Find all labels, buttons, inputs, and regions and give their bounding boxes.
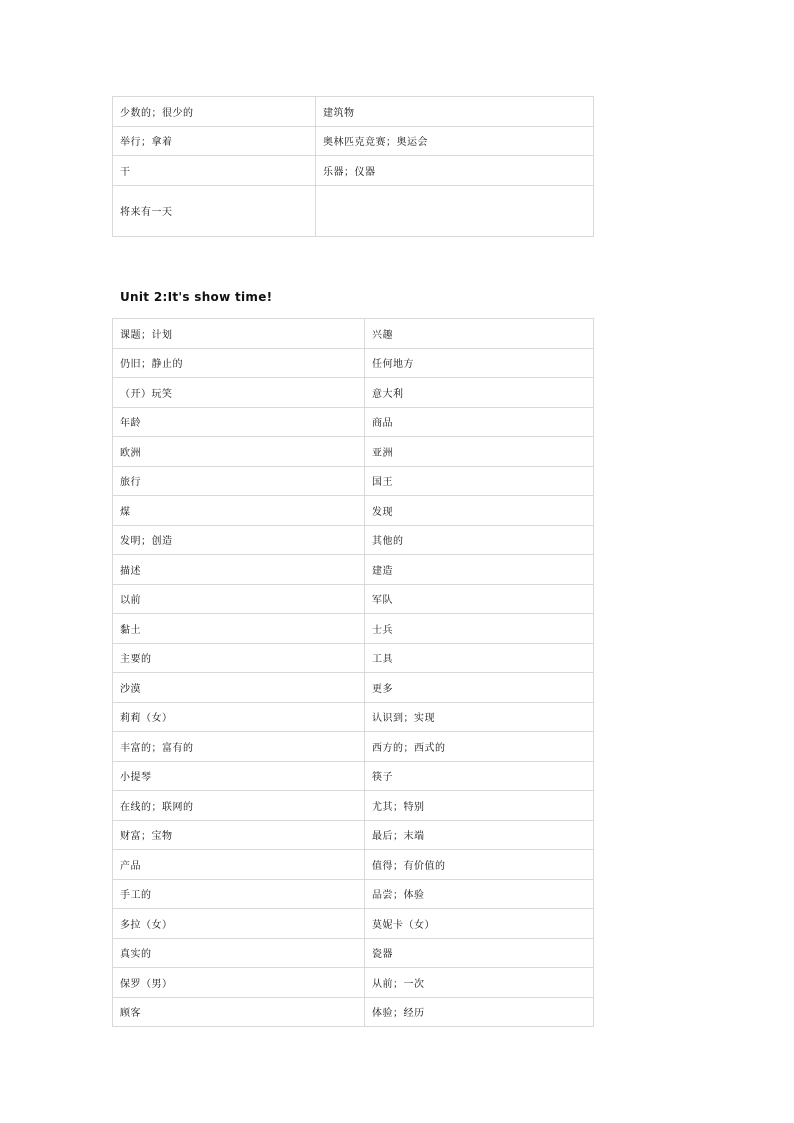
table-cell: 发现 <box>365 496 594 526</box>
table-cell: 更多 <box>365 673 594 703</box>
table-cell: 真实的 <box>113 938 365 968</box>
table-cell: 课题；计划 <box>113 319 365 349</box>
table-cell: 建筑物 <box>316 97 594 127</box>
table-row <box>113 732 594 762</box>
table-cell: 其他的 <box>365 525 594 555</box>
table-row <box>113 437 594 467</box>
table-cell: 品尝；体验 <box>365 879 594 909</box>
table-row <box>113 97 594 127</box>
table-row <box>113 555 594 585</box>
table-row <box>113 496 594 526</box>
table-cell: 发明；创造 <box>113 525 365 555</box>
table-cell: 工具 <box>365 643 594 673</box>
table-cell: 建造 <box>365 555 594 585</box>
table-row <box>113 156 594 186</box>
table-cell: 财富；宝物 <box>113 820 365 850</box>
table-cell: 体验；经历 <box>365 997 594 1027</box>
table-cell: 在线的；联网的 <box>113 791 365 821</box>
vocabulary-table-unit-1 <box>112 96 594 237</box>
table-cell: 黏土 <box>113 614 365 644</box>
table-cell: 奥林匹克竞赛；奥运会 <box>316 126 594 156</box>
table-cell: 主要的 <box>113 643 365 673</box>
table-cell: 认识到；实现 <box>365 702 594 732</box>
table-row <box>113 761 594 791</box>
table-cell: 年龄 <box>113 407 365 437</box>
table-row <box>113 319 594 349</box>
table-row <box>113 879 594 909</box>
table-cell: 描述 <box>113 555 365 585</box>
table-cell: 兴趣 <box>365 319 594 349</box>
table-cell: 商品 <box>365 407 594 437</box>
table-row <box>113 126 594 156</box>
table-cell: （开）玩笑 <box>113 378 365 408</box>
table-row <box>113 584 594 614</box>
table-cell: 多拉（女） <box>113 909 365 939</box>
table-cell: 产品 <box>113 850 365 880</box>
table-cell: 丰富的；富有的 <box>113 732 365 762</box>
table-cell: 保罗（男） <box>113 968 365 998</box>
table-row <box>113 850 594 880</box>
table-cell: 沙漠 <box>113 673 365 703</box>
table-row <box>113 185 594 236</box>
unit-2-heading: Unit 2:It's show time! <box>120 290 273 304</box>
table-cell: 莉莉（女） <box>113 702 365 732</box>
table-cell: 亚洲 <box>365 437 594 467</box>
table-row <box>113 348 594 378</box>
table-cell: 瓷器 <box>365 938 594 968</box>
table-cell: 军队 <box>365 584 594 614</box>
table-row <box>113 673 594 703</box>
table-cell: 意大利 <box>365 378 594 408</box>
table-cell: 仍旧；静止的 <box>113 348 365 378</box>
table-cell <box>316 185 594 236</box>
table-cell: 从前；一次 <box>365 968 594 998</box>
table-cell: 最后；末端 <box>365 820 594 850</box>
table-row <box>113 643 594 673</box>
table-cell: 小提琴 <box>113 761 365 791</box>
table-cell: 尤其；特别 <box>365 791 594 821</box>
table-row <box>113 466 594 496</box>
table-cell: 欧洲 <box>113 437 365 467</box>
table-row <box>113 378 594 408</box>
table-cell: 西方的；西式的 <box>365 732 594 762</box>
vocabulary-table-unit-2 <box>112 318 594 1027</box>
table-row <box>113 407 594 437</box>
table-cell: 少数的；很少的 <box>113 97 316 127</box>
table-row <box>113 938 594 968</box>
table-cell: 国王 <box>365 466 594 496</box>
table-cell: 手工的 <box>113 879 365 909</box>
table-row <box>113 614 594 644</box>
table-cell: 士兵 <box>365 614 594 644</box>
table-cell: 乐器；仪器 <box>316 156 594 186</box>
table-cell: 顾客 <box>113 997 365 1027</box>
table-row <box>113 820 594 850</box>
table-cell: 以前 <box>113 584 365 614</box>
table-row <box>113 909 594 939</box>
table-cell: 任何地方 <box>365 348 594 378</box>
table-row <box>113 702 594 732</box>
table-cell: 莫妮卡（女） <box>365 909 594 939</box>
table-row <box>113 968 594 998</box>
table-row <box>113 525 594 555</box>
table-cell: 举行；拿着 <box>113 126 316 156</box>
table-cell: 干 <box>113 156 316 186</box>
table-cell: 煤 <box>113 496 365 526</box>
table-cell: 旅行 <box>113 466 365 496</box>
table-cell: 值得；有价值的 <box>365 850 594 880</box>
table-cell: 将来有一天 <box>113 185 316 236</box>
table-row <box>113 997 594 1027</box>
table-row <box>113 791 594 821</box>
table-cell: 筷子 <box>365 761 594 791</box>
